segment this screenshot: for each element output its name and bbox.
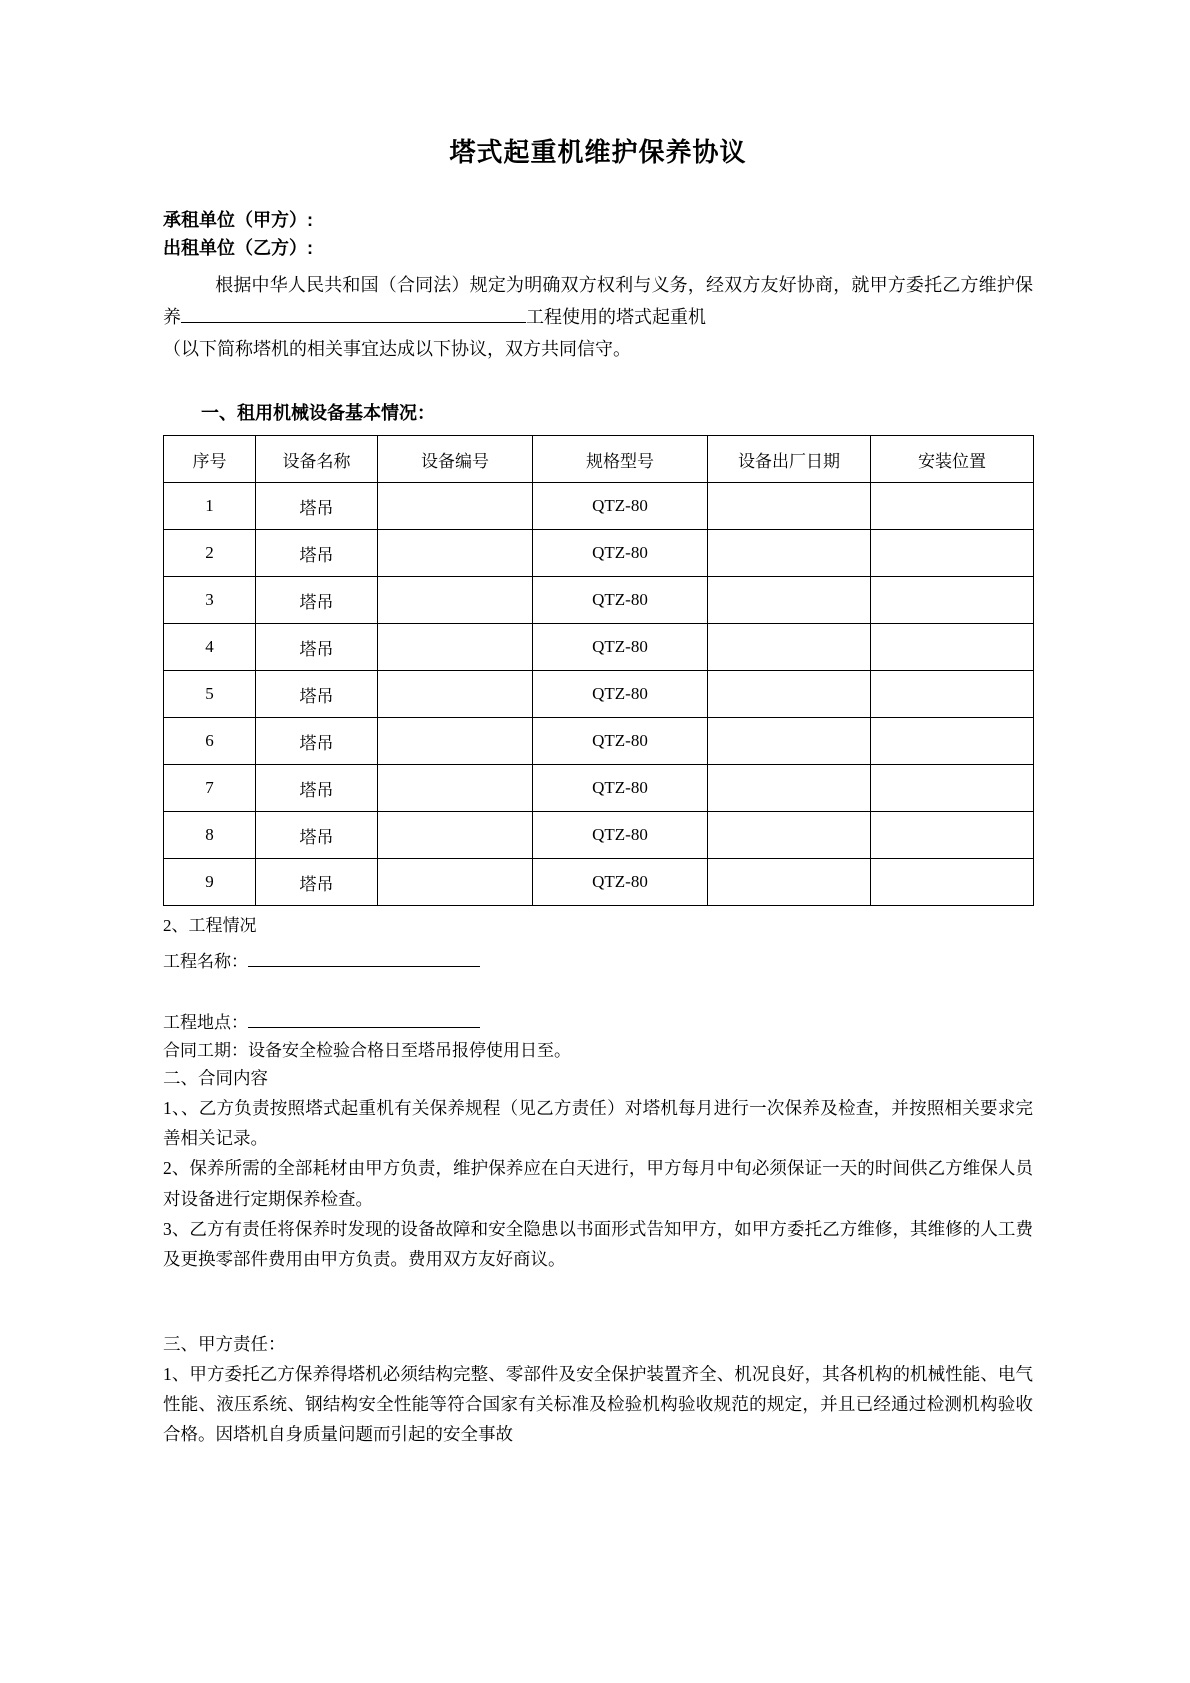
- preamble-text-part1: 根据中华人民共和国（合同法）规定为明确双方权利与义务，经双方友好协商，就甲方委托乙方维护保养: [163, 274, 1033, 327]
- cell-location[interactable]: [871, 812, 1034, 859]
- cell-seq: 8: [164, 812, 256, 859]
- table-row: [164, 624, 1034, 671]
- project-name-row: [163, 948, 1033, 976]
- cell-model: QTZ-80: [533, 859, 708, 906]
- cell-name: 塔吊: [256, 577, 378, 624]
- cell-seq: 1: [164, 483, 256, 530]
- project-name-field[interactable]: [248, 948, 480, 967]
- lessee-party-label: 承租单位（甲方）:: [163, 210, 313, 231]
- project-location-field[interactable]: [248, 1009, 480, 1028]
- section-three-clause-1: 1、甲方委托乙方保养得塔机必须结构完整、零部件及安全保护装置齐全、机况良好，其各机构的机械性能、电气性能、液压系统、钢结构安全性能等符合国家有关标准及检验机构验收规范的规定，并且已经通过检测机构验收合格。因塔机自身质量问题而引起的安全事故: [163, 1363, 1033, 1445]
- cell-code[interactable]: [378, 483, 533, 530]
- column-header-seq: 序号: [164, 436, 256, 483]
- project-location-row: [163, 1009, 1033, 1037]
- cell-model: QTZ-80: [533, 671, 708, 718]
- cell-location[interactable]: [871, 765, 1034, 812]
- lessor-party-label: 出租单位（乙方）:: [163, 238, 313, 259]
- section-two-clause-1: 1、、乙方负责按照塔式起重机有关保养规程（见乙方责任）对塔机每月进行一次保养及检查，并按照相关要求完善相关记录。: [163, 1098, 1033, 1149]
- cell-model: QTZ-80: [533, 577, 708, 624]
- cell-code[interactable]: [378, 624, 533, 671]
- cell-code[interactable]: [378, 765, 533, 812]
- cell-date[interactable]: [708, 624, 871, 671]
- cell-code[interactable]: [378, 671, 533, 718]
- section-two-heading: 二、合同内容: [163, 1068, 268, 1089]
- cell-seq: 3: [164, 577, 256, 624]
- equipment-table: [163, 435, 1034, 906]
- cell-date[interactable]: [708, 530, 871, 577]
- cell-model: QTZ-80: [533, 530, 708, 577]
- project-location-label: 工程地点：: [163, 1013, 248, 1033]
- cell-code[interactable]: [378, 859, 533, 906]
- cell-code[interactable]: [378, 718, 533, 765]
- cell-date[interactable]: [708, 859, 871, 906]
- cell-model: QTZ-80: [533, 718, 708, 765]
- cell-date[interactable]: [708, 718, 871, 765]
- cell-model: QTZ-80: [533, 765, 708, 812]
- spacer: [163, 975, 1033, 1009]
- cell-model: QTZ-80: [533, 624, 708, 671]
- column-header-name: 设备名称: [256, 436, 378, 483]
- table-row: [164, 671, 1034, 718]
- cell-code[interactable]: [378, 577, 533, 624]
- cell-seq: 6: [164, 718, 256, 765]
- page-title: 塔式起重机维护保养协议: [449, 137, 747, 167]
- cell-model: QTZ-80: [533, 483, 708, 530]
- section-one-heading: 一、租用机械设备基本情况：: [201, 403, 435, 424]
- cell-location[interactable]: [871, 530, 1034, 577]
- cell-name: 塔吊: [256, 530, 378, 577]
- project-name-label: 工程名称：: [163, 951, 248, 971]
- cell-name: 塔吊: [256, 765, 378, 812]
- cell-location[interactable]: [871, 718, 1034, 765]
- table-row: [164, 765, 1034, 812]
- cell-name: 塔吊: [256, 624, 378, 671]
- cell-location[interactable]: [871, 577, 1034, 624]
- section-two-clause-2: 2、保养所需的全部耗材由甲方负责，维护保养应在白天进行，甲方每月中旬必须保证一天的时间供乙方维保人员对设备进行定期保养检查。: [163, 1158, 1033, 1209]
- project-info-heading: 2、工程情况: [163, 916, 257, 936]
- cell-location[interactable]: [871, 624, 1034, 671]
- table-row: [164, 718, 1034, 765]
- preamble-text-part2: 工程使用的塔式起重机: [526, 307, 706, 327]
- cell-seq: 5: [164, 671, 256, 718]
- project-blank-field[interactable]: [181, 303, 526, 323]
- spacer: [163, 1274, 1033, 1330]
- table-row: [164, 577, 1034, 624]
- cell-location[interactable]: [871, 483, 1034, 530]
- document-content: [163, 0, 1033, 1449]
- section-three-heading: 三、甲方责任：: [163, 1333, 286, 1354]
- cell-seq: 7: [164, 765, 256, 812]
- cell-name: 塔吊: [256, 859, 378, 906]
- cell-seq: 2: [164, 530, 256, 577]
- table-row: [164, 483, 1034, 530]
- cell-name: 塔吊: [256, 671, 378, 718]
- section-two-clause-3: 3、乙方有责任将保养时发现的设备故障和安全隐患以书面形式告知甲方，如甲方委托乙方维修，其维修的人工费及更换零部件费用由甲方负责。费用双方友好商议。: [163, 1218, 1033, 1269]
- cell-name: 塔吊: [256, 718, 378, 765]
- cell-model: QTZ-80: [533, 812, 708, 859]
- cell-date[interactable]: [708, 812, 871, 859]
- column-header-code: 设备编号: [378, 436, 533, 483]
- cell-location[interactable]: [871, 671, 1034, 718]
- cell-code[interactable]: [378, 530, 533, 577]
- cell-seq: 9: [164, 859, 256, 906]
- cell-name: 塔吊: [256, 483, 378, 530]
- preamble-text-part3: （以下简称塔机的相关事宜达成以下协议，双方共同信守。: [163, 339, 631, 360]
- table-header-row: [164, 436, 1034, 483]
- cell-seq: 4: [164, 624, 256, 671]
- table-row: [164, 812, 1034, 859]
- cell-location[interactable]: [871, 859, 1034, 906]
- table-row: [164, 530, 1034, 577]
- cell-date[interactable]: [708, 483, 871, 530]
- table-row: [164, 859, 1034, 906]
- cell-date[interactable]: [708, 671, 871, 718]
- cell-date[interactable]: [708, 577, 871, 624]
- cell-date[interactable]: [708, 765, 871, 812]
- column-header-model: 规格型号: [533, 436, 708, 483]
- column-header-date: 设备出厂日期: [708, 436, 871, 483]
- contract-duration-text: 合同工期：设备安全检验合格日至塔吊报停使用日至。: [163, 1040, 571, 1060]
- cell-name: 塔吊: [256, 812, 378, 859]
- preamble-paragraph: [163, 269, 1033, 365]
- cell-code[interactable]: [378, 812, 533, 859]
- column-header-location: 安装位置: [871, 436, 1034, 483]
